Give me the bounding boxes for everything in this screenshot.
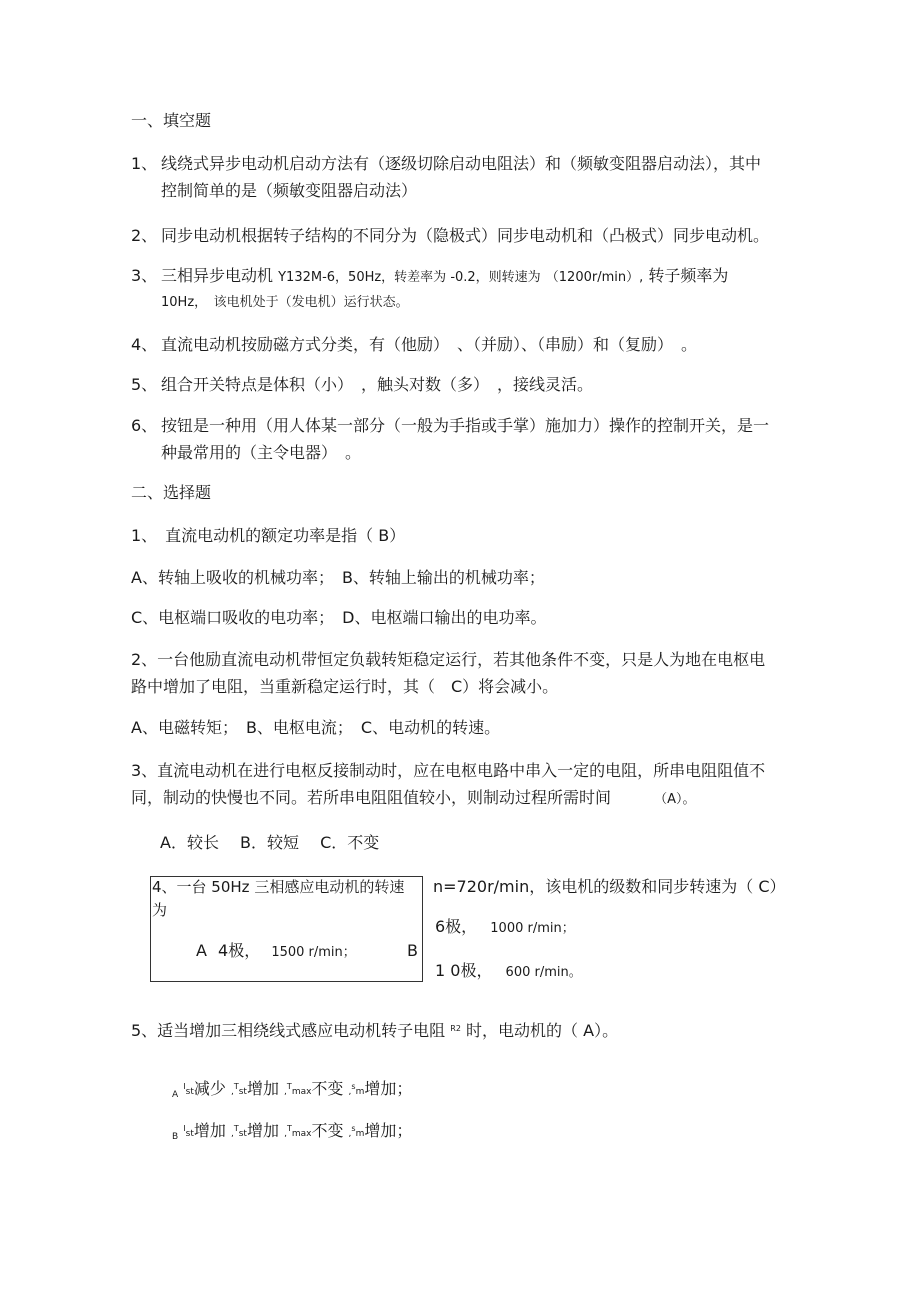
mc5-option-a-sep2: ,: [284, 1087, 287, 1097]
mc5-option-b: [172, 1118, 412, 1148]
mc5-option-a-tm-change: 不变: [311, 1079, 344, 1098]
mc5-option-b-s-change: 增加；: [364, 1121, 413, 1140]
q3-text-a: 三相异步电动机: [161, 266, 274, 285]
mc2-options: A、电磁转矩； B、电枢电流； C、电动机的转速。: [131, 718, 501, 737]
q6-line1: 按钮是一种用（用人体某一部分（一般为手指或手掌）施加力）操作的控制开关，是一: [161, 416, 770, 435]
mc5-option-b-label: B: [172, 1132, 179, 1142]
mc3-line2-text: 同，制动的快慢也不同。若所串电阻阻值较小，则制动过程所需时间: [131, 788, 612, 807]
q6-line2: 种最常用的（主令电器） 。: [161, 443, 362, 462]
q1-number: 1、: [131, 154, 158, 173]
mc5-option-b-t-sub: st: [238, 1129, 247, 1139]
mc4-option-a-label: A: [196, 941, 207, 960]
mc5-option-a-sep3: ,: [348, 1087, 352, 1097]
q3-number: 3、: [131, 266, 158, 285]
q5-number: 5、: [131, 375, 158, 394]
mc5-option-a-i-sub: st: [185, 1087, 194, 1097]
mc5-option-b-t: T: [233, 1124, 239, 1133]
mc5-stem-end: 时，电动机的（ A）。: [466, 1021, 619, 1040]
section-title-fill-in: 一、填空题: [131, 111, 212, 130]
mc5-option-b-i-change: 增加: [193, 1121, 226, 1140]
mc4-option-a-poles: 4极，: [218, 941, 261, 960]
mc5-option-b-s: s: [351, 1124, 356, 1133]
q4-number: 4、: [131, 335, 158, 354]
mc5-option-b-tm-change: 不变: [311, 1121, 344, 1140]
mc5-stem: [131, 1018, 618, 1042]
mc4-stem-a: 4、一台 50Hz 三相感应电动机的转速: [152, 878, 405, 896]
mc5-stem-text: 5、适当增加三相绕线式感应电动机转子电阻: [131, 1021, 446, 1040]
mc4-option-a-speed: 1500 r/min；: [271, 945, 356, 960]
mc5-option-a-t: T: [233, 1082, 239, 1091]
mc3-options: A．较长 B．较短 C．不变: [160, 833, 380, 852]
mc5-option-b-tm: T: [286, 1124, 292, 1133]
q1-line2: 控制简单的是（频敏变阻器启动法）: [161, 181, 418, 200]
q3-text-d: 转子频率为: [648, 266, 729, 285]
mc4-stem-c: n=720r/min，该电机的级数和同步转速为（ C）: [433, 877, 786, 896]
mc5-option-b-s-sub: m: [355, 1129, 365, 1139]
mc4-option-b-poles: 6极，: [435, 917, 478, 936]
q1-line1: 线绕式异步电动机启动方法有（逐级切除启动电阻法）和（频敏变阻器启动法），其中: [161, 154, 762, 173]
mc4-option-b: [435, 916, 575, 940]
mc5-option-b-i: I: [183, 1124, 186, 1133]
mc5-option-b-sep2: ,: [284, 1129, 287, 1139]
mc4-option-a: [196, 940, 356, 964]
mc1-options-cd: C、电枢端口吸收的电功率； D、电枢端口输出的电功率。: [131, 608, 547, 627]
mc3-answer: （A）。: [654, 792, 696, 807]
mc4-option-c: [435, 960, 582, 984]
mc5-option-b-sep3: ,: [348, 1129, 352, 1139]
q4-line1: 直流电动机按励磁方式分类，有（他励） 、（并励）、（串励）和（复励） 。: [161, 335, 698, 354]
mc5-option-a-tm: T: [286, 1082, 292, 1091]
mc5-option-b-tm-sub: max: [291, 1129, 312, 1139]
q2-number: 2、: [131, 226, 158, 245]
mc5-option-a-s: s: [351, 1082, 356, 1091]
mc5-option-a-i-change: 减少: [193, 1079, 226, 1098]
mc4-option-c-speed: 600 r/min。: [505, 965, 582, 980]
q3-line2: 10Hz， 该电机处于（发电机）运行状态。: [161, 295, 409, 310]
mc1-options-ab: A、转轴上吸收的机械功率； B、转轴上输出的机械功率；: [131, 568, 545, 587]
mc4-option-b-label: B: [407, 941, 418, 960]
mc5-option-a-s-sub: m: [355, 1087, 365, 1097]
q6-number: 6、: [131, 416, 158, 435]
mc5-symbol-r2: R2: [450, 1024, 461, 1033]
q2-line1: 同步电动机根据转子结构的不同分为（隐极式）同步电动机和（凸极式）同步电动机。: [161, 226, 770, 245]
mc5-option-b-t-change: 增加: [246, 1121, 279, 1140]
mc3-line1: 3、直流电动机在进行电枢反接制动时，应在电枢电路中串入一定的电阻，所串电阻阻值不: [131, 761, 766, 780]
q5-line1: 组合开关特点是体积（小） ，触头对数（多） ，接线灵活。: [161, 375, 594, 394]
q3-line1: [161, 265, 728, 289]
mc5-option-b-i-sub: st: [185, 1129, 194, 1139]
mc5-option-a-tm-sub: max: [291, 1087, 312, 1097]
mc4-option-c-poles: 1 0极，: [435, 961, 493, 980]
mc5-option-a-i: I: [183, 1082, 186, 1091]
mc3-line2: [131, 787, 696, 811]
mc1-stem: 1、 直流电动机的额定功率是指（ B）: [131, 526, 406, 545]
mc5-option-a-t-change: 增加: [246, 1079, 279, 1098]
mc5-option-a-sep1: ,: [230, 1087, 234, 1097]
mc2-line2: 路中增加了电阻，当重新稳定运行时，其（ C）将会减小。: [131, 677, 559, 696]
section-title-choice: 二、选择题: [131, 483, 212, 502]
mc4-option-b-speed: 1000 r/min；: [490, 921, 575, 936]
mc2-line1: 2、一台他励直流电动机带恒定负载转矩稳定运行，若其他条件不变，只是人为地在电枢电: [131, 650, 766, 669]
mc5-option-a-t-sub: st: [238, 1087, 247, 1097]
mc5-option-a-s-change: 增加；: [364, 1079, 413, 1098]
mc5-option-a-label: A: [172, 1090, 179, 1100]
mc5-option-a: [172, 1076, 412, 1106]
q3-text-b: Y132M-6，50Hz，转差率为 -0.2，则转速为: [278, 270, 541, 285]
q3-answer: （1200r/min）,: [545, 270, 644, 285]
mc4-stem-b: 为: [152, 901, 168, 919]
mc5-option-b-sep1: ,: [230, 1129, 234, 1139]
